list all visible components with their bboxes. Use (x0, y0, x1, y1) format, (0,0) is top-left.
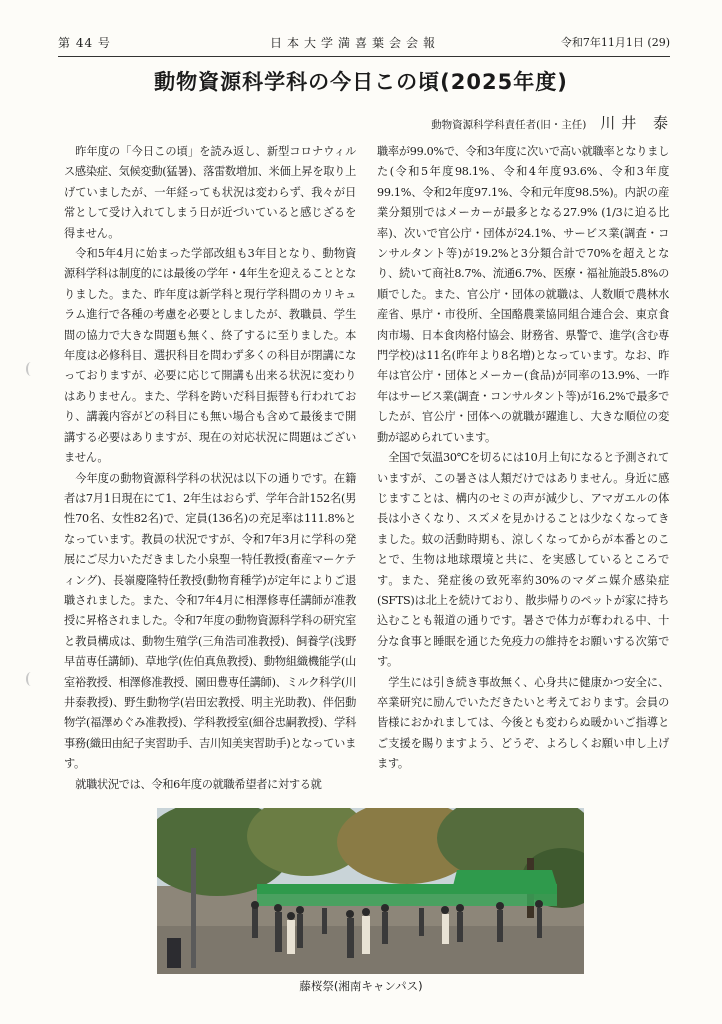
binder-hole-mark (26, 672, 36, 686)
paragraph: 就職状況では、令和6年度の就職希望者に対する就 (75, 777, 322, 791)
newsletter-title: 日本大学満喜葉会会報 (270, 36, 441, 50)
header-divider (58, 56, 670, 57)
festival-photo-illustration (157, 808, 584, 974)
binder-hole-mark (26, 362, 36, 376)
author-role: 動物資源科学科責任者(旧・主任) (431, 119, 587, 131)
article-column-right (377, 142, 669, 775)
author-name: 川井 泰 (600, 114, 674, 132)
paragraph: 全国で気温30℃を切るには10月上旬になると予測されていますが、この暑さは人類だけではありません。身近に感じますことは、構内のセミの声が減少し、アマガエルの体長は小さくなり、スズメを見かけることは少なくなってきました。蚊の活動時期も、涼しくなってからが本番とのことで、生物は地球環境と共に、を実感しているところです。また、発症後の致死率約30%のマダニ媒介感染症(SFTS)は北上を続けており、散歩帰りのペットが家に持ち込むことも報道の通りです。暑さで体力が奪われる中、十分な食事と睡眠を通じた免疫力の維持をお願いする次第です。 (377, 451, 669, 669)
newsletter-header (58, 34, 670, 54)
paragraph: 今年度の動物資源科学科の状況は以下の通りです。在籍者は7月1日現在にて1、2年生はおらず、学年合計152名(男性70名、女性82名)で、定員(136名)の充足率は111.8%となっています。教員の状況ですが、令和7年3月に学科の発展にご尽力いただきました小泉聖一特任教授(畜産マーケティング)、長嶺慶隆特任教授(動物育種学)が定年によりご退職されました。また、令和7年4月に相澤修専任講師が准教授に昇格されました。令和7年度の動物資源科学科の研究室と教員構成は、動物生殖学(三角浩司准教授)、飼養学(浅野早苗専任講師)、草地学(佐伯真魚教授)、動物組織機能学(山室裕教授、相澤修准教授、園田豊専任講師)、ミルク科学(川井泰教授)、野生動物学(岩田宏教授、明主光助教)、伴侶動物学(福澤めぐみ准教授)、学科教授室(細谷忠嗣教授)、学科事務(織田由紀子実習助手、吉川知美実習助手)となっています。 (64, 471, 356, 771)
article-title: 動物資源科学科の今日この頃(2025年度) (154, 70, 568, 94)
issue-number: 第 44 号 (58, 36, 111, 50)
paragraph: 学生には引き続き事故無く、心身共に健康かつ安全に、卒業研究に励んでいただきたいと考えております。会員の皆様におかれましては、今後とも変わらぬ暖かいご指導とご支援を賜りますよう、どうぞ、よろしくお願い申し上げます。 (377, 675, 669, 771)
festival-photo (157, 808, 584, 974)
article-column-left (64, 142, 356, 795)
issue-date: 令和7年11月1日 (29) (560, 36, 670, 49)
paragraph: 職率が99.0%で、令和3年度に次いで高い就職率となりました(令和5年度98.1%、令和4年度93.6%、令和3年度99.1%、令和2年度97.1%、令和元年度98.5%)。内訳の産業分類別ではメーカーが最多となる27.9% (1/3に迫る比率)、次いで官公庁・団体が24.1%、サービス業(調査・コンサルタント等)が19.2%と3分類合計で70%を超えとなり、続いて商社8.7%、流通6.7%、医療・福祉施設5.8%の順でした。また、官公庁・団体の就職は、人数順で農林水産省、県庁・市役所、全国酪農業協同組合連合会、東京食肉市場、日本食肉格付協会、財務省、県警で、進学(含む専門学校)は11名(昨年より8名増)となっています。なお、昨年は官公庁・団体とメーカー(食品)が同率の13.9%、一昨年はサービス業(調査・コンサルタント等)が16.2%で最多でしたが、官公庁・団体への就職が躍進し、大きな順位の変動が認められています。 (377, 145, 669, 444)
paragraph: 令和5年4月に始まった学部改組も3年目となり、動物資源科学科は制度的には最後の学年・4年生を迎えることとなりました。また、昨年度は新学科と現行学科間のカリキュラム進行で各種の考慮を必要としましたが、教職員、学生間の協力で大きな問題も無く、終了するに至りました。本年度は必修科目、選択科目を問わず多くの科目が閉講になっておりますが、必要に応じて開講も出来る状況に変わりはありません。また、学科を跨いだ科目振替も行われており、講義内容がどの科目にも無い場合も含めて最後まで開講する必要はありますが、現在の対応状況に問題はございません。 (64, 247, 356, 465)
author-line (431, 112, 674, 133)
photo-caption: 藤桜祭(湘南キャンパス) (299, 979, 423, 993)
paragraph: 昨年度の「今日この頃」を読み返し、新型コロナウィルス感染症、気候変動(猛暑)、落雷数増加、米価上昇を取り上げていましたが、一年経っても状況は変わらず、我々が日常として受け入れてしまう日が近づいていると感じざるを得ません。 (64, 145, 356, 240)
